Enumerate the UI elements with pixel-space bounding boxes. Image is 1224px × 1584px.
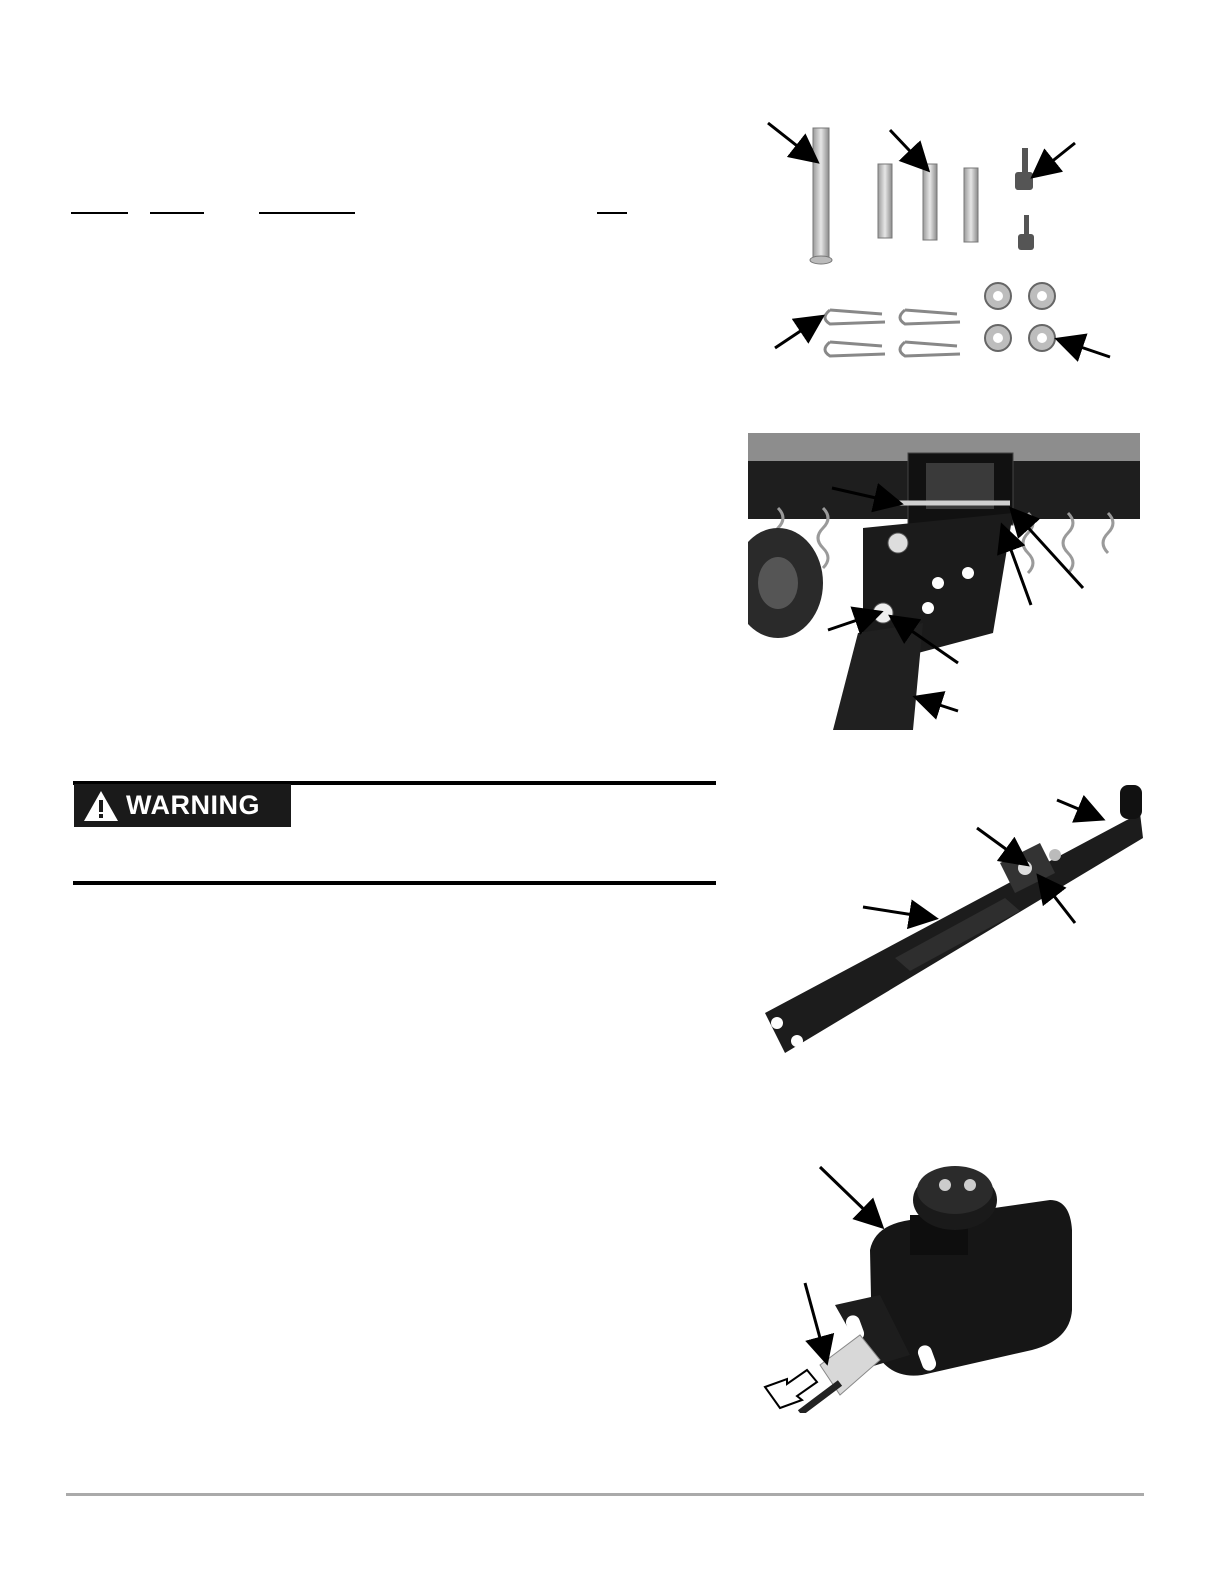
table-header-underline-4 <box>597 212 627 214</box>
table-header-underline-3 <box>259 212 355 214</box>
hitch-bracket-photo <box>748 433 1140 730</box>
parts-kit-photo <box>760 110 1120 375</box>
table-header-underline-2 <box>150 212 204 214</box>
warning-bottom-rule <box>73 881 716 885</box>
warning-triangle-icon <box>82 789 120 823</box>
warning-label: WARNING <box>126 790 260 820</box>
tow-bar-photo <box>755 783 1143 1063</box>
pto-switch-photo <box>760 1155 1075 1413</box>
table-header-underline-1 <box>71 212 128 214</box>
footer-rule <box>66 1493 1144 1496</box>
warning-badge <box>74 784 291 827</box>
